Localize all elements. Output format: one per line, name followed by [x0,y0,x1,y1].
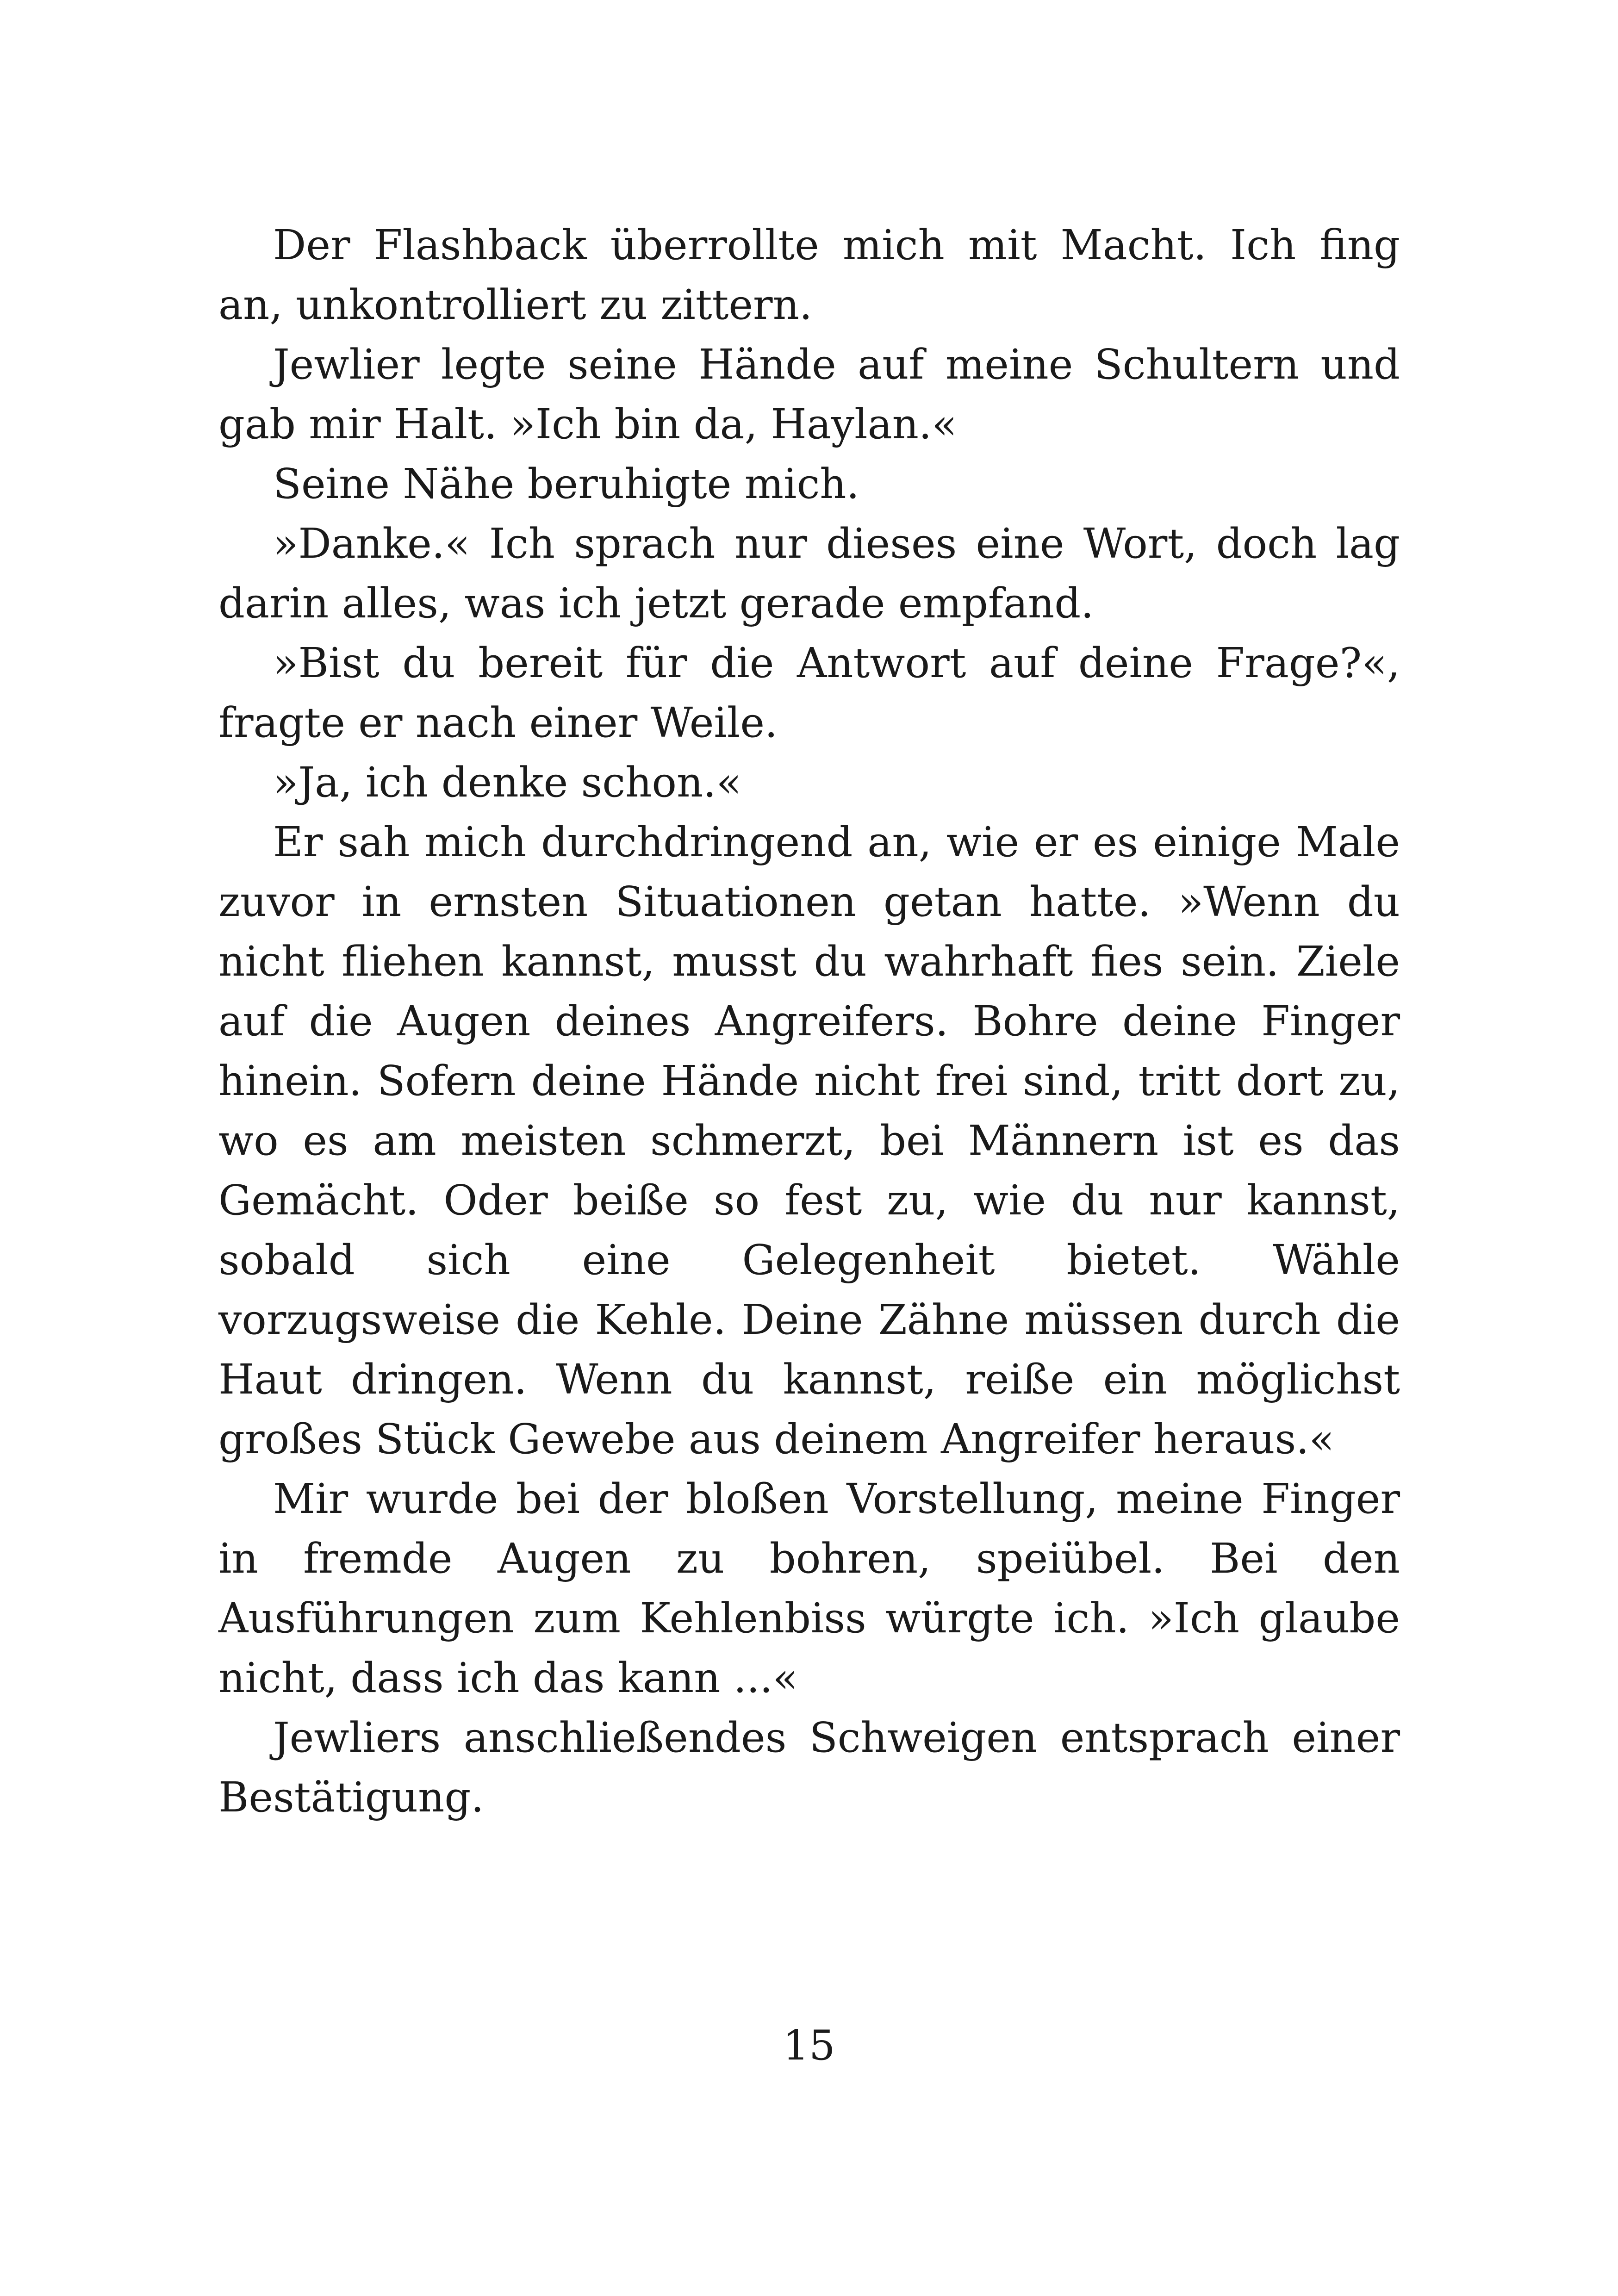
body-text [218,215,1400,1827]
paragraph: Seine Nähe beruhigte mich. [273,460,859,508]
paragraph: »Ja, ich denke schon.« [273,758,742,806]
paragraph: »Bist du bereit für die Antwort auf deine Frage?«, fragte er nach einer Weile. [218,639,1400,747]
paragraph: »Danke.« Ich sprach nur dieses eine Wort, doch lag darin alles, was ich jetzt gerade empfand. [218,519,1400,627]
paragraph: Der Flashback überrollte mich mit Macht. Ich fing an, unkontrolliert zu zittern. [218,221,1400,329]
page-number: 15 [783,2021,835,2069]
paragraph: Mir wurde bei der bloßen Vorstellung, meine Finger in fremde Augen zu bohren, speiübel. Bei den Ausführungen zum Kehlenbiss würgte ich. »Ich glaube nicht, dass ich das kann ...« [218,1475,1400,1702]
paragraph: Jewlier legte seine Hände auf meine Schultern und gab mir Halt. »Ich bin da, Haylan.« [218,340,1400,448]
paragraph: Jewliers anschließendes Schweigen entsprach einer Bestätigung. [218,1713,1400,1821]
paragraph: Er sah mich durchdringend an, wie er es einige Male zuvor in ernsten Situationen getan hatte. »Wenn du nicht fliehen kannst, musst du wahrhaft fies sein. Ziele auf die Augen deines Angreifers. Bohre deine Finger hinein. Sofern deine Hände nicht frei sind, tritt dort zu, wo es am meisten schmerzt, bei Männern ist es das Gemächt. Oder beiße so fest zu, wie du nur kannst, sobald sich eine Gelegenheit bietet. Wähle vorzugsweise die Kehle. Deine Zähne müssen durch die Haut dringen. Wenn du kannst, reiße ein möglichst großes Stück Gewebe aus deinem Angreifer heraus.« [218,818,1400,1463]
